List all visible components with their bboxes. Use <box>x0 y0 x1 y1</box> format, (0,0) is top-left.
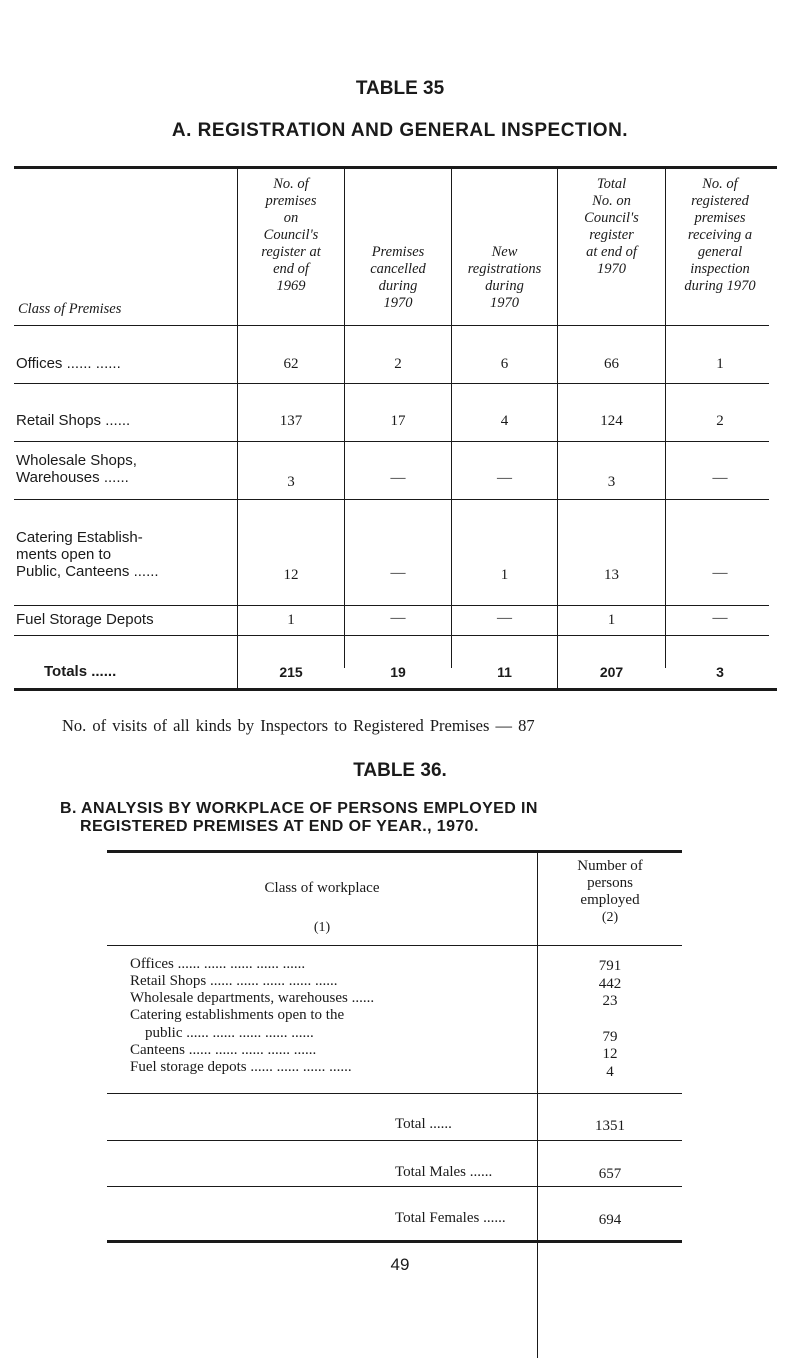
table36-title: TABLE 36. <box>353 760 447 781</box>
t36-rule <box>107 1093 682 1094</box>
t36-item-label: Catering establishments open to the <box>130 1007 345 1023</box>
t35-total-cell: 19 <box>390 664 406 680</box>
t35-bottom-rule <box>14 688 777 691</box>
table35-subtitle: A. REGISTRATION AND GENERAL INSPECTION. <box>171 120 629 141</box>
t36-item-value: 12 <box>602 1046 618 1062</box>
t35-cell: — <box>497 470 512 486</box>
t36-header-count: Number of persons employed (2) <box>577 858 643 925</box>
t35-row-label: Catering Establish- ments open to Public, Canteens ...... <box>16 529 159 580</box>
t36-header-rule <box>107 945 682 946</box>
t36-item-label: Fuel storage depots ...... ...... ...... ...... <box>130 1059 352 1075</box>
t35-row-label: Offices ...... ...... <box>16 355 121 372</box>
t35-header-class: Class of Premises <box>18 301 122 317</box>
t35-cell: 2 <box>394 356 402 372</box>
t35-header-col1: No. of premises on Council's register at end of 1969 <box>261 176 321 294</box>
t35-row-label: Retail Shops ...... <box>16 412 131 429</box>
t36-item-label: Wholesale departments, warehouses ...... <box>130 990 375 1006</box>
t35-cell: 1 <box>607 612 616 628</box>
t35-cell: — <box>712 565 728 581</box>
t35-row-label: Fuel Storage Depots <box>16 611 154 628</box>
t35-total-cell: 11 <box>497 664 512 680</box>
t36-item-label: Offices ...... ...... ...... ...... ...... <box>130 956 306 972</box>
t36-total-females-label: Total Females ...... <box>395 1210 506 1226</box>
t36-item-label: Retail Shops ...... ...... ...... ...... ...... <box>130 973 338 989</box>
t35-row-rule <box>14 499 769 500</box>
table35-title: TABLE 35 <box>355 78 445 99</box>
t36-rule <box>107 1140 682 1141</box>
t35-cell: 4 <box>500 413 509 429</box>
t35-cell: 1 <box>500 567 509 583</box>
t35-row-rule <box>14 441 769 442</box>
t35-cell: 6 <box>500 356 509 372</box>
t36-total-males-value: 657 <box>598 1166 622 1182</box>
t35-header-col2: Premises cancelled during 1970 <box>370 244 426 311</box>
t36-item-value: 442 <box>598 976 622 992</box>
t35-cell: — <box>497 610 512 626</box>
t35-cell: — <box>390 565 406 581</box>
t36-item-label: public ...... ...... ...... ...... ...... <box>130 1025 314 1041</box>
table36-subtitle-line1: B. ANALYSIS BY WORKPLACE OF PERSONS EMPLOYED IN <box>60 800 538 817</box>
t35-cell: 13 <box>604 567 619 583</box>
t36-total-label: Total ...... <box>395 1116 452 1132</box>
t35-header-col4: Total No. on Council's register at end of 1970 <box>584 176 639 277</box>
t36-col-rule <box>537 853 538 1358</box>
t35-cell: 3 <box>287 474 295 490</box>
t35-row-rule <box>14 605 769 606</box>
t36-rule <box>107 1186 682 1187</box>
t36-item-label: Canteens ...... ...... ...... ...... ...... <box>130 1042 317 1058</box>
t36-total-value: 1351 <box>595 1118 625 1134</box>
t35-cell: 2 <box>716 413 724 429</box>
t35-cell: — <box>712 610 728 626</box>
t35-total-cell: 3 <box>716 664 724 680</box>
t35-header-rule <box>14 325 769 326</box>
t35-cell: 66 <box>604 356 619 372</box>
t35-total-cell: 207 <box>599 664 624 680</box>
t35-cell: 137 <box>279 413 303 429</box>
table36-subtitle-line2: REGISTERED PREMISES AT END OF YEAR., 1970. <box>80 818 479 835</box>
t36-top-rule <box>107 850 682 853</box>
t35-total-cell: 215 <box>279 664 303 680</box>
page-number: 49 <box>390 1255 410 1274</box>
t35-totals-label: Totals ...... <box>44 663 117 680</box>
t36-header-class: Class of workplace <box>264 880 380 896</box>
t36-item-value: 4 <box>606 1064 614 1080</box>
t35-cell: — <box>390 610 406 626</box>
t35-cell: 124 <box>600 413 623 429</box>
t36-total-males-label: Total Males ...... <box>395 1164 493 1180</box>
t35-cell: — <box>390 470 406 486</box>
t35-row-rule <box>14 383 769 384</box>
t36-header-class-num: (1) <box>313 920 331 935</box>
t35-cell: 17 <box>390 413 406 429</box>
t35-cell: 3 <box>607 474 616 490</box>
t35-cell: 1 <box>287 612 295 628</box>
t35-row-label: Wholesale Shops, Warehouses ...... <box>16 452 137 486</box>
visits-note: No. of visits of all kinds by Inspectors to Registered Premises — 87 <box>62 716 535 735</box>
t35-cell: 12 <box>283 567 299 583</box>
t36-total-females-value: 694 <box>598 1212 622 1228</box>
t35-cell: — <box>712 470 728 486</box>
t36-item-value: 791 <box>598 958 622 974</box>
t35-header-col5: No. of registered premises receiving a general inspection during 1970 <box>684 176 756 294</box>
t36-bottom-rule <box>107 1240 682 1243</box>
t35-cell: 1 <box>716 356 724 372</box>
t35-cell: 62 <box>283 356 299 372</box>
t35-header-col3: New registrations during 1970 <box>467 244 542 311</box>
t35-top-rule <box>14 166 777 169</box>
t35-row-rule <box>14 635 769 636</box>
t36-item-value: 79 <box>602 1029 618 1045</box>
t36-item-value: 23 <box>602 993 618 1009</box>
